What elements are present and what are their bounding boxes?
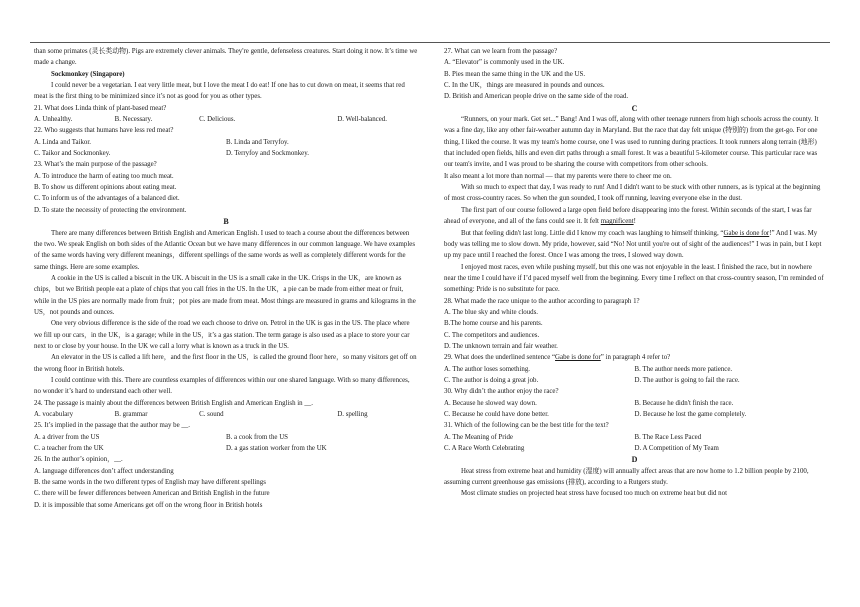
period: ! bbox=[633, 218, 636, 226]
question-31-options bbox=[444, 443, 825, 454]
option: A. The author loses something. bbox=[444, 365, 530, 373]
passage-b-paragraph: I could continue with this. There are countless examples of differences within our one shared language. With so many differences, no wonder it’s hard to understand each other well. bbox=[34, 376, 410, 396]
commenter-name: Sockmonkey (Singapore) bbox=[51, 70, 125, 78]
question-22-options bbox=[34, 137, 418, 148]
underlined-word: magnificent bbox=[600, 218, 634, 226]
option: A. Unhealthy. bbox=[34, 116, 73, 124]
question-24-options bbox=[34, 409, 418, 420]
option: D. a gas station worker from the UK bbox=[226, 445, 327, 453]
option: C. In the UK，things are measured in pounds and ounces. bbox=[444, 82, 605, 90]
option: D. spelling bbox=[337, 411, 368, 418]
option: D. The unknown terrain and fair weather. bbox=[444, 342, 558, 350]
option: B. grammar bbox=[114, 411, 148, 418]
passage-d-paragraph: Most climate studies on projected heat stress have focused too much on extreme heat but did not bbox=[461, 490, 727, 498]
question-24: 24. The passage is mainly about the differences between British English and American English in __. bbox=[34, 399, 313, 407]
option: A. Because he slowed way down. bbox=[444, 399, 537, 407]
option: B. Pies mean the same thing in the UK and the US. bbox=[444, 70, 586, 78]
option: D. Well-balanced. bbox=[337, 116, 387, 124]
paragraph-text: !” And I was. My body was telling me to slow down. My pride, however, said “No! Not until you're out of sight of the audiences!” I was in pain, but I kept up my pace until I reached the forest. Once I was among the trees, I slowed way down. bbox=[444, 229, 822, 260]
option: C. Delicious. bbox=[199, 116, 236, 124]
underlined-sentence: Gabe is done for bbox=[555, 354, 601, 362]
option: B. To show us different opinions about eating meat. bbox=[34, 184, 177, 192]
underlined-sentence: Gabe is done for bbox=[723, 229, 770, 237]
option: C. The author is doing a great job. bbox=[444, 376, 539, 384]
option: B. a cook from the US bbox=[226, 433, 289, 441]
option: C. Taikor and Sockmonkey. bbox=[34, 150, 111, 158]
option: A. “Elevator” is commonly used in the UK. bbox=[444, 59, 565, 67]
option: A. vocabulary bbox=[34, 411, 74, 418]
passage-b-paragraph: An elevator in the US is called a lift here，and the first floor in the US，is called the ground floor here，so many visitors get off on the wrong floor in British hotels. bbox=[34, 354, 417, 373]
option: B. Because he didn't finish the race. bbox=[634, 399, 734, 407]
passage-c-paragraph: I enjoyed most races, even while pushing myself, but this one was not enjoyable in the least. I finished the race, but in nowhere near the time I could have if I’d paced myself well from the beginning. Every time I reflect on that cross-country season, I’m reminded of something: Pride is no substitute for pace. bbox=[444, 263, 824, 294]
option: C. To inform us of the advantages of a balanced diet. bbox=[34, 195, 180, 203]
question-29 bbox=[444, 352, 825, 363]
option: B.The home course and his parents. bbox=[444, 320, 543, 328]
right-column bbox=[444, 46, 825, 500]
passage-a-paragraph: I could never be a vegetarian. I eat very little meat, but I love the meat I do eat! If one has to cut down on meat, it seems that red meat is the first thing to be minimized since it’s not as good for you as other types. bbox=[34, 82, 405, 101]
passage-c-paragraph: With so much to expect that day, I was ready to run! And I didn't want to be stuck with other runners, as is typical at the beginning of most cross-country races. So when the gun sounded, I took off running, leaving everyone else in the dust. bbox=[444, 184, 821, 203]
question-29-options bbox=[444, 364, 825, 375]
question-31: 31. Which of the following can be the best title for the text? bbox=[444, 422, 609, 430]
section-heading-c: C bbox=[631, 103, 638, 113]
option: A. a driver from the US bbox=[34, 433, 100, 441]
passage-b-paragraph: There are many differences between British English and American English. I used to teach a course about the differences between the two. We speak English on both sides of the Atlantic Ocean but we have many differences in our common language. We have examples of the same words having very different meanings，different spellings of the same words as well as completely different words for the same things. Here are some examples. bbox=[34, 229, 416, 271]
option: D. Terryfoy and Sockmonkey. bbox=[226, 150, 309, 158]
option: C. sound bbox=[199, 411, 224, 418]
passage-d-paragraph: Heat stress from extreme heat and humidity (湿度) will annually affect areas that are now home to 1.2 billion people by 2100, assuming current greenhouse gas emissions (排放), according to a Rutgers study. bbox=[444, 467, 809, 487]
section-heading-d: D bbox=[631, 455, 638, 465]
passage-c-line: It also meant a lot more than normal — that my parents were there to cheer me on. bbox=[444, 172, 672, 180]
question-30: 30. Why didn’t the author enjoy the race? bbox=[444, 388, 559, 396]
section-heading-b: B bbox=[223, 217, 229, 227]
option: D. To state the necessity of protecting the environment. bbox=[34, 206, 187, 214]
option: B. Linda and Terryfoy. bbox=[226, 138, 289, 146]
option: C. there will be fewer differences between American and British English in the future bbox=[34, 490, 270, 498]
question-23: 23. What’s the main purpose of the passage? bbox=[34, 161, 157, 169]
question-30-options bbox=[444, 398, 825, 409]
option: D. A Competition of My Team bbox=[634, 445, 719, 453]
paragraph-text: The first part of our course followed a large open field before disappearing into the forest. Within seconds of the start, I was far ahead of everyone, and all of the fans could see it. It felt bbox=[444, 206, 812, 226]
option: B. the same words in the two different types of English may have different spellings bbox=[34, 479, 266, 487]
question-22-options bbox=[34, 148, 418, 159]
question-21: 21. What does Linda think of plant-based meat? bbox=[34, 104, 167, 112]
question-27: 27. What can we learn from the passage? bbox=[444, 48, 558, 55]
question-25-options bbox=[34, 432, 418, 443]
left-column bbox=[34, 46, 418, 511]
passage-c-paragraph bbox=[444, 205, 825, 228]
question-21-options bbox=[34, 114, 418, 125]
option: D. it is impossible that some Americans get off on the wrong floor in British hotels bbox=[34, 501, 263, 509]
question-28: 28. What made the race unique to the author according to paragraph 1? bbox=[444, 297, 640, 305]
option: A. To introduce the harm of eating too much meat. bbox=[34, 172, 174, 180]
paragraph-text: But that feeling didn't last long. Little did I know my coach was laughing to himself thinking, “ bbox=[461, 229, 724, 237]
option: A. The Meaning of Pride bbox=[444, 433, 513, 441]
option: D. Because he lost the game completely. bbox=[634, 411, 747, 418]
option: B. The author needs more patience. bbox=[634, 365, 733, 373]
option: B. The Race Less Paced bbox=[634, 433, 702, 441]
question-text: 29. What does the underlined sentence “ bbox=[444, 354, 556, 362]
question-29-options bbox=[444, 375, 825, 386]
passage-b-paragraph: A cookie in the US is called a biscuit in the UK. A biscuit in the US is a small cake in the UK. Crisps in the UK，are known as chips，but we British people eat a plate of chips that you call fries in the US. In the UK，a pie can be made from either meat or fruit, while in the US pies are normally made from fruit；pot pies are made from meat. Most things are measured in grams and kilograms in the US，not pounds and ounces. bbox=[34, 274, 416, 316]
option: C. a teacher from the UK bbox=[34, 445, 104, 453]
passage-c-paragraph bbox=[444, 228, 825, 262]
option: C. The competitors and audiences. bbox=[444, 331, 540, 339]
question-25: 25. It’s implied in the passage that the author may be __. bbox=[34, 422, 190, 430]
option: B. Necessary. bbox=[114, 116, 153, 124]
passage-a-text: than some primates (灵长类动物). Pigs are extremely clever animals. They're gentle, defenseless creatures. Start doing it now. It’s time we made a change. bbox=[34, 48, 418, 67]
option: C. Because he could have done better. bbox=[444, 411, 549, 418]
option: A. Linda and Taikor. bbox=[34, 138, 91, 146]
question-text: ” in paragraph 4 refer to? bbox=[600, 354, 671, 362]
option: A. The blue sky and white clouds. bbox=[444, 308, 539, 316]
option: A. language differences don’t affect understanding bbox=[34, 467, 174, 475]
question-26: 26. In the author’s opinion，__. bbox=[34, 456, 123, 464]
header-rule bbox=[30, 42, 830, 43]
question-30-options bbox=[444, 409, 825, 420]
option: C. A Race Worth Celebrating bbox=[444, 445, 525, 453]
passage-c-paragraph: “Runners, on your mark. Get set...” Bang! And I was off, along with other teenage runners from high schools across the county. It was a fine day, like any other fair-weather autumn day in Maryland. But the race that day felt unique (特别的) from the get-go. For one thing, I liked the course. It was my team's home course, one I was used to running during practices. It took runners along terrain (地形) that included open fields, hills and even dirt paths through a small forest. It was a beautiful 5-kilometer course. This particular race was our team's invite, and I was proud to be sharing the course with competitors from other schools. bbox=[444, 116, 819, 169]
option: D. British and American people drive on the same side of the road. bbox=[444, 93, 629, 101]
option: D. The author is going to fail the race. bbox=[634, 376, 740, 384]
question-22: 22. Who suggests that humans have less red meat? bbox=[34, 127, 174, 135]
question-31-options bbox=[444, 432, 825, 443]
question-25-options bbox=[34, 443, 418, 454]
passage-b-paragraph: One very obvious difference is the side of the road we each choose to drive on. Petrol in the UK is gas in the US. The place where we fill up our cars，in the UK，is a garage; while in the US，it’s a gas station. The term garage is also used as a place to store your car next to or close by your house. In the UK we call a lorry what is known as a truck in the US. bbox=[34, 320, 410, 350]
